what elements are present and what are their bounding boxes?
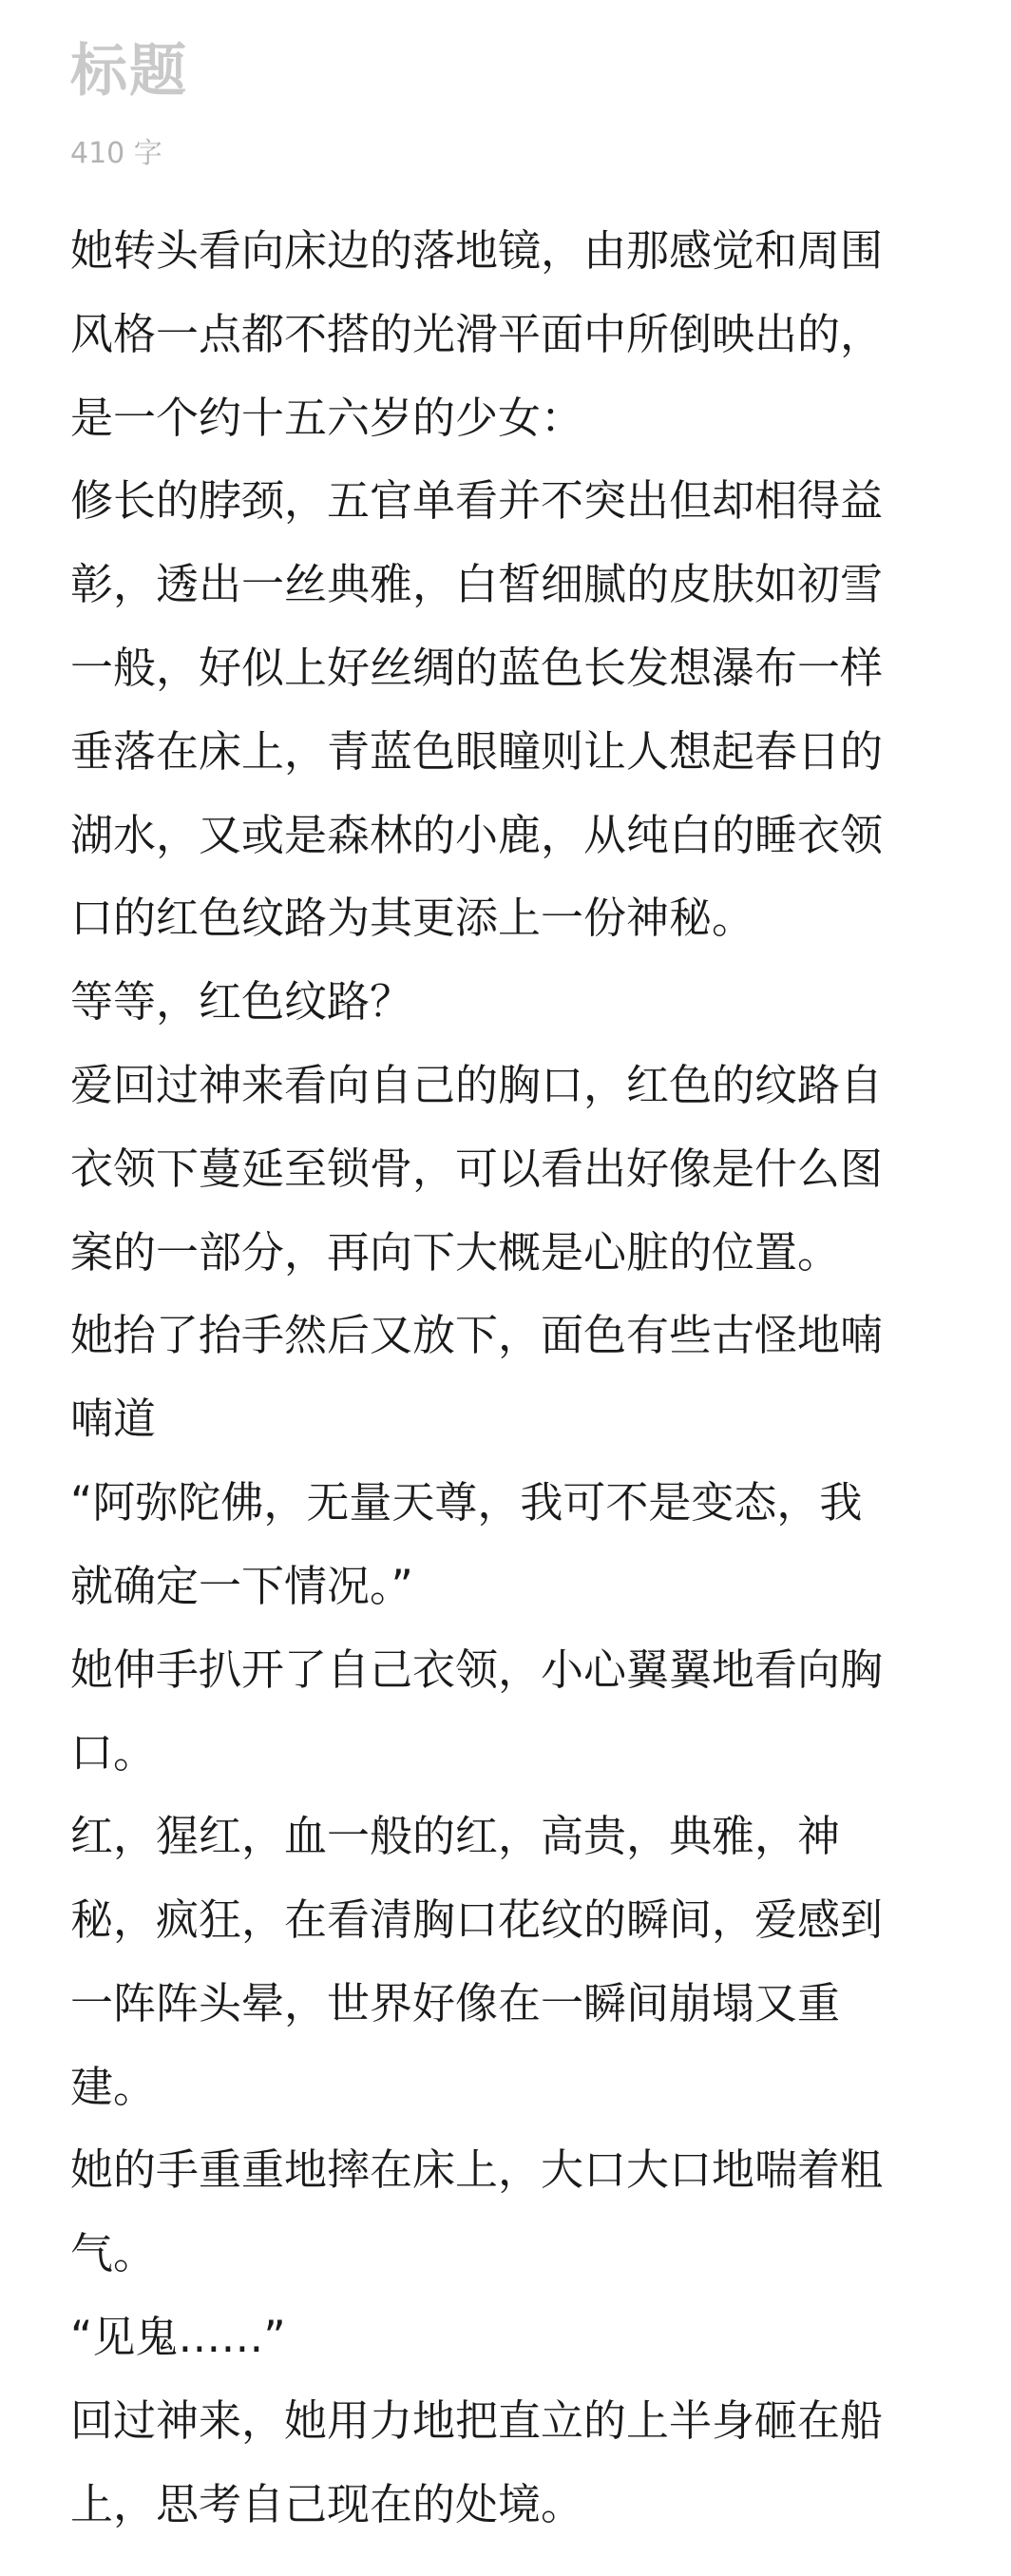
text-line: 喃道 (70, 1394, 157, 1445)
text-line: 风格一点都不搭的光滑平面中所倒映出的， (70, 308, 884, 359)
text-line: 就确定一下情况。” (70, 1560, 413, 1611)
text-line: 口。 (70, 1727, 157, 1778)
text-line: 案的一部分，再向下大概是心脏的位置。 (70, 1226, 841, 1278)
text-line: 口的红色纹路为其更添上一份神秘。 (70, 893, 755, 944)
text-line: 修长的脖颈，五官单看并不突出但却相得益 (70, 475, 884, 527)
text-line: 湖水，又或是森林的小鹿，从纯白的睡衣领 (70, 809, 884, 860)
text-line: 她伸手扒开了自己衣领，小心翼翼地看向胸 (70, 1644, 884, 1695)
text-line: 上，思考自己现在的处境。 (70, 2478, 584, 2529)
text-line: 回过神来，她用力地把直立的上半身砸在船 (70, 2394, 884, 2446)
text-line: 她转头看向床边的落地镜，由那感觉和周围 (70, 225, 884, 276)
text-line: “阿弥陀佛，无量天尊，我可不是变态，我 (70, 1476, 863, 1528)
text-line: 爱回过神来看向自己的胸口，红色的纹路自 (70, 1059, 884, 1110)
document-title[interactable]: 标题 (70, 38, 188, 105)
text-line: 是一个约十五六岁的少女： (70, 392, 584, 443)
text-line: 红，猩红，血一般的红，高贵，典雅，神 (70, 1811, 841, 1862)
text-line: 衣领下蔓延至锁骨，可以看出好像是什么图 (70, 1143, 884, 1194)
text-line: 她抬了抬手然后又放下，面色有些古怪地喃 (70, 1310, 884, 1361)
text-line: 建。 (70, 2061, 157, 2112)
text-line: 彰，透出一丝典雅，白皙细腻的皮肤如初雪 (70, 559, 884, 610)
text-line: 她的手重重地摔在床上，大口大口地喘着粗 (70, 2144, 884, 2196)
text-line: 一阵阵头晕，世界好像在一瞬间崩塌又重 (70, 1977, 841, 2028)
text-line: “见鬼……” (70, 2311, 286, 2362)
text-line: 一般，好似上好丝绸的蓝色长发想瀑布一样 (70, 642, 884, 693)
document-body[interactable] (70, 209, 963, 2546)
text-line: 垂落在床上，青蓝色眼瞳则让人想起春日的 (70, 725, 884, 777)
text-line: 气。 (70, 2228, 157, 2279)
text-line: 秘，疯狂，在看清胸口花纹的瞬间，爱感到 (70, 1894, 884, 1945)
text-line: 等等，红色纹路？ (70, 976, 413, 1028)
word-count: 410 字 (70, 137, 162, 170)
